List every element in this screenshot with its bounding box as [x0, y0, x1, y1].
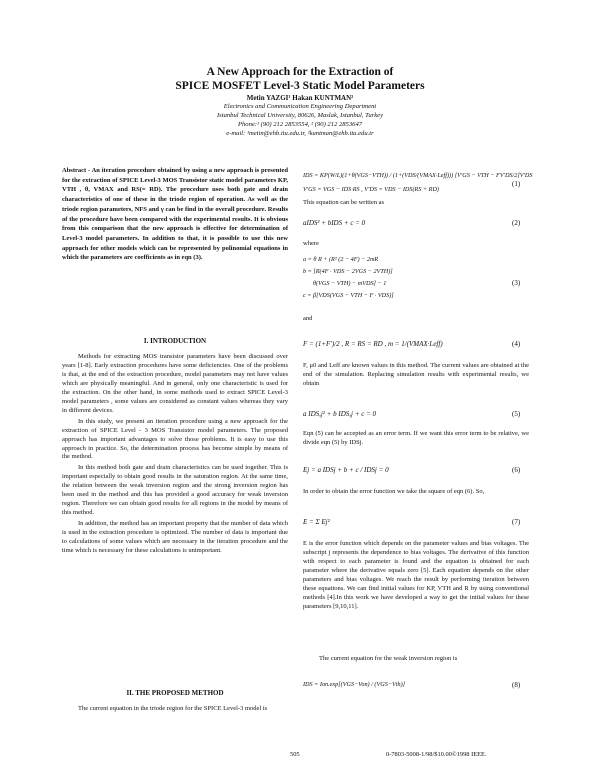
affiliation-university: Istanbul Technical University, 80626, Maslak, Istanbul, Turkey [216, 112, 384, 119]
equation-4-number: (4) [512, 340, 521, 348]
equation-7-number: (7) [512, 518, 521, 526]
intro-paragraph: In this method both gate and drain characteristics can be used together. This is important especially to obtain good results in the saturation region. At the same time, the relation between the weak inversion region and the strong inversion region has been used in the method and this has provided a good accuracy for weak inversion region. Therefore we can obtain good results for all regions in the model by means of this method. [62, 464, 288, 517]
equation-1-line-1: IDS = KP(W/L)(1+θ(VGS−VTH)) / (1+(VDS/(VMAX·Leff))) [V′GS − VTH − FV′DS/2]V′DS [303, 172, 533, 179]
affiliation-email: e-mail: ¹metin@ehb.itu.edu.tr, ²kuntman@ehb.itu.edu.tr [226, 130, 374, 137]
text-after-eq4: F, μ0 and Leff are known values in this method. The current values are obtained at the end of the simulation. Replacing simulation results with experimental results, we obtain [303, 362, 529, 387]
affiliation-department: Electronics and Communication Engineering Department [223, 103, 377, 110]
text-after-eq7: E is the error function which depends on the parameter values and bias voltages. The subscript j represents the dependence to bias voltages. The derivative of this function with respect to each parameter is found and the equation is obtained for each parameter where the derivative equals zero [5]. Each equation depends on the other parameters and bias voltages. We reach the result by performing iteration between these equations. We can find initial values for KP, VTH and R by using conventional methods [4].In this work we have developed a way to get the initial values for these parameters [9,10,11]. [303, 540, 529, 610]
equation-1-line-2: V′GS = VGS − IDS·RS , V′DS = VDS − IDS(RS + RD) [303, 186, 439, 193]
equation-3-c: c = β[VDS(VGS − VTH − F · VDS)] [303, 292, 394, 299]
equation-2-number: (2) [512, 219, 521, 227]
equation-3-b: b = [R(4F · VDS − 2VGS − 2VTH)] [303, 268, 393, 275]
text-after-eq5: Eqn (5) can be accepted as an error term. If we want this error term to be relative, we divide eqn (5) by IDSj. [303, 430, 529, 446]
abstract: Abstract - An iteration procedure obtained by using a new approach is presented for the extraction of SPICE Level-3 MOS Transistor static model parameters KP, VTH , θ, VMAX and RS(= RD). The procedure uses both gate and drain characteristics of one of these in the triode region of operation. As well as the triode region parameters, NFS and γ can be find in the overall procedure. Results of the procedure have been compared with the experimental results. It is obvious from this comparison that the new approach is effective for determination of Level-3 model parameters. In addition to that, it is possible to use this new approach for other models which can be represented by polinomial equations in which the parameters are coefficients as in eqn (3). [62, 167, 288, 262]
text-after-eq1: This equation can be written as [303, 199, 385, 206]
intro-paragraph: In this study, we present an iteration procedure using a new approach for the extraction of SPICE Level - 3 MOS Transistor model parameters. The proposed approach has important advantages to solve those problems. It is easy to use this approach in practice. So, the determination process has become simple by means of the method. [62, 417, 288, 461]
paper-title-line-2: SPICE MOSFET Level-3 Static Model Parameters [175, 80, 425, 92]
intro-paragraph: In addition, the method has an important property that the number of data which is used in the extraction procedure is optimized. The number of data is important due to calculations of some values which are necessary in the iteration procedure and the time which is necessary for these calculations is unimportant. [62, 520, 288, 555]
intro-paragraph: Methods for extracting MOS transistor parameters have been discussed over years [1-8]. Early extraction procedures have some deficiencies. One of the problems is that, at the end of the extraction procedure, model parameters may not have values which are physically meaningful. And in general, only one characteristic is used for the extraction. On the other hand, in some methods used to extract SPICE Level-3 model parameters , some values are considered as constant values whereas they vary in different devices. [62, 353, 288, 414]
equation-3-number: (3) [512, 279, 521, 287]
equation-1-number: (1) [512, 180, 521, 188]
equation-4: F = (1+F′)/2 , R = RS = RD , m = 1/(VMAX·Leff) [303, 340, 443, 348]
paper-title-line-1: A New Approach for the Extraction of [206, 66, 394, 78]
equation-6: Ej = a IDSj + b + c / IDSj = 0 [303, 466, 389, 474]
affiliation-phone: Phone:¹ (90) 212 2853554, ² (90) 212 2853647 [237, 121, 363, 128]
page-number: 505 [290, 751, 300, 758]
method-intro-text: The current equation in the triode region for the SPICE Level-3 model is [78, 705, 268, 712]
section-introduction-heading: I. INTRODUCTION [143, 337, 207, 345]
copyright-line: 0-7803-5008-1/98/$10.00©1998 IEEE. [386, 751, 487, 758]
text-where: where [303, 240, 319, 247]
equation-7: E = Σ Ej² [303, 518, 330, 526]
equation-8: IDS = Ion.exp[(VGS−Von) / (VGS−Vth)] [303, 681, 406, 688]
equation-2: aIDS² + bIDS + c = 0 [303, 219, 366, 227]
equation-5-number: (5) [512, 410, 521, 418]
method-paragraph [62, 705, 288, 714]
introduction-body [62, 353, 288, 556]
equation-3-a: a = θ R + (R² (2 − 4F) − 2mR [303, 256, 379, 263]
weak-inversion-text: The current equation for the weak inversion region is [319, 655, 458, 662]
section-method-heading: II. THE PROPOSED METHOD [126, 689, 224, 697]
text-after-eq6: In order to obtain the error function we take the square of eqn (6). So, [303, 488, 485, 495]
equation-6-number: (6) [512, 466, 521, 474]
equation-3-b-continued: θ(VGS − VTH) − mVDS] − 1 [313, 280, 387, 287]
equation-5: a IDS,j² + b IDS,j + c = 0 [303, 410, 377, 418]
text-and: and [303, 315, 313, 322]
authors: Metin YAZGI¹ Hakan KUNTMAN² [246, 94, 354, 102]
equation-8-number: (8) [512, 681, 521, 689]
